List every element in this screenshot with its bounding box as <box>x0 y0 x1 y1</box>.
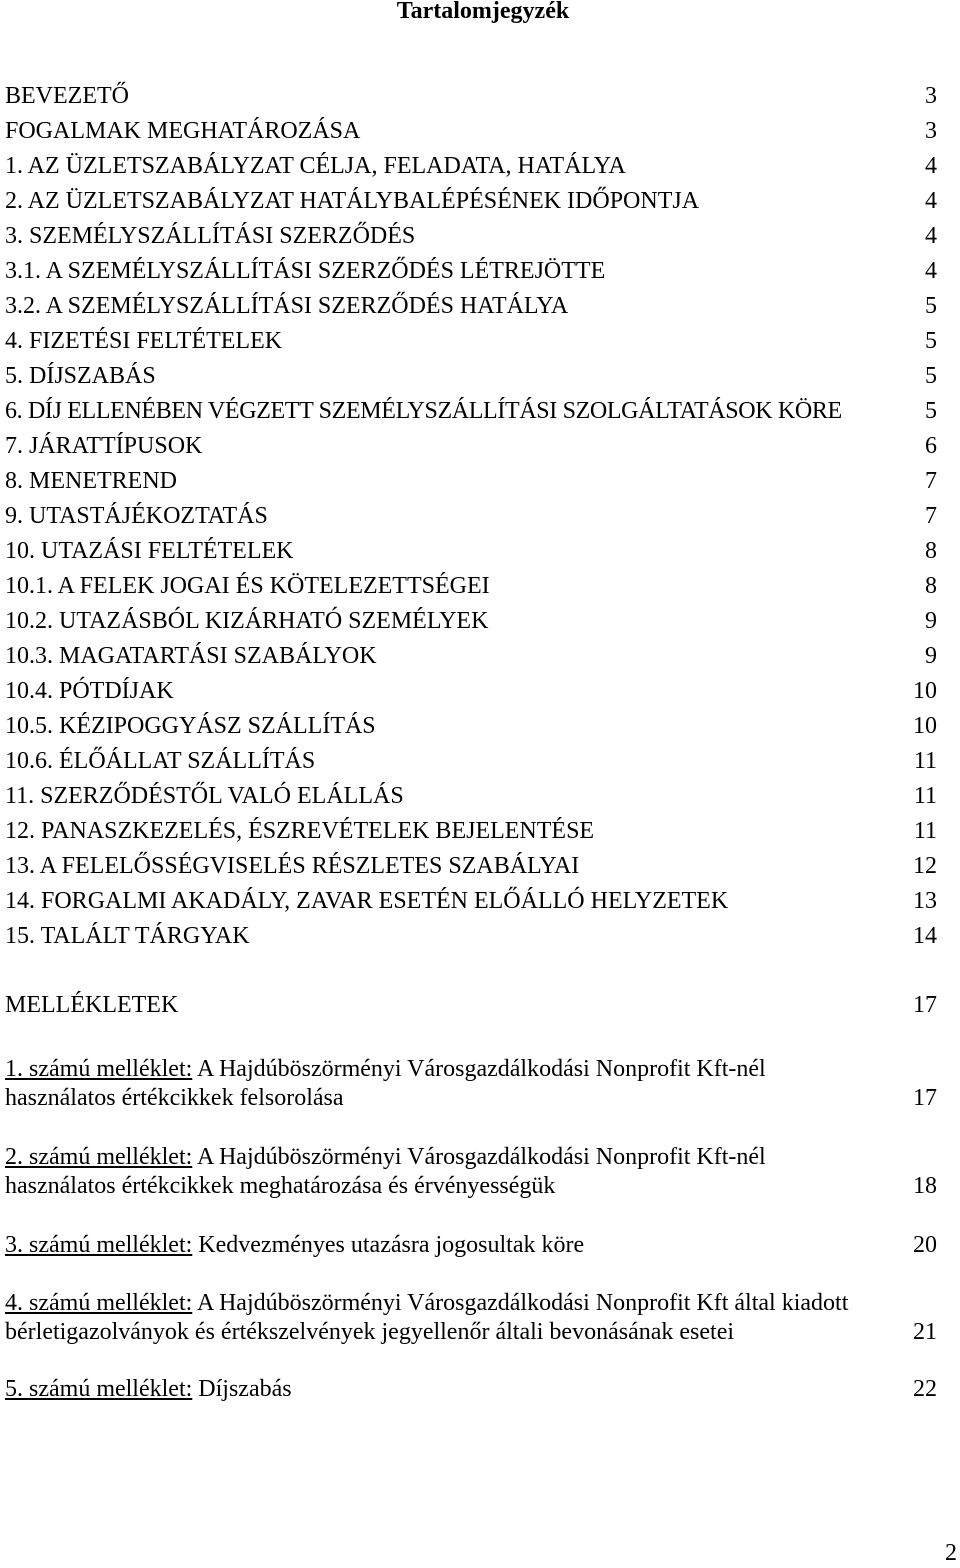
toc-entry[interactable] <box>5 256 937 286</box>
annex-title: A Hajdúböszörményi Városgazdálkodási Nonprofit Kft-nél <box>192 1056 766 1082</box>
toc-entry-page: 10 <box>913 713 937 739</box>
toc-entry-page: 4 <box>925 153 937 179</box>
annex-page: 21 <box>913 1319 937 1345</box>
toc-entry-page: 6 <box>925 433 937 459</box>
toc-entry[interactable] <box>5 886 937 916</box>
toc-entry[interactable] <box>5 116 937 146</box>
toc-entry-label: 3.2. A SZEMÉLYSZÁLLÍTÁSI SZERZŐDÉS HATÁLYA <box>5 293 569 319</box>
toc-entry-page: 8 <box>925 538 937 564</box>
toc-entry-label: 10. UTAZÁSI FELTÉTELEK <box>5 538 294 564</box>
annex-title: A Hajdúböszörményi Városgazdálkodási Nonprofit Kft-nél <box>192 1144 766 1170</box>
toc-entry[interactable] <box>5 746 937 776</box>
toc-entry-label: 13. A FELELŐSSÉGVISELÉS RÉSZLETES SZABÁLYAI <box>5 853 580 879</box>
toc-entry-page: 12 <box>913 853 937 879</box>
annex-ref: 2. számú melléklet: <box>5 1144 193 1170</box>
toc-entry-label: 8. MENETREND <box>5 468 177 494</box>
annex-title-cont: használatos értékcikkek meghatározása és érvényességük <box>5 1173 556 1199</box>
annex-ref: 5. számú melléklet: <box>5 1376 193 1402</box>
annex-ref: 1. számú melléklet: <box>5 1056 193 1082</box>
annex-ref: 4. számú melléklet: <box>5 1290 193 1316</box>
annex-title: A Hajdúböszörményi Városgazdálkodási Nonprofit Kft által kiadott <box>192 1290 849 1316</box>
toc-entry-page: 3 <box>925 118 937 144</box>
toc-entry-label: 1. AZ ÜZLETSZABÁLYZAT CÉLJA, FELADATA, HATÁLYA <box>5 153 626 179</box>
toc-entry[interactable] <box>5 431 937 461</box>
annex-entry[interactable] <box>5 1231 937 1260</box>
toc-entry-label: FOGALMAK MEGHATÁROZÁSA <box>5 118 361 144</box>
toc-entry-page: 7 <box>925 503 937 529</box>
page-title: Tartalomjegyzék <box>396 0 570 24</box>
annex-page: 18 <box>913 1173 937 1199</box>
annex-ref: 3. számú melléklet: <box>5 1232 193 1258</box>
toc-entry-label: 10.3. MAGATARTÁSI SZABÁLYOK <box>5 643 377 669</box>
toc-entry-page: 7 <box>925 468 937 494</box>
toc-entry[interactable] <box>5 641 937 671</box>
annex-title: Kedvezményes utazásra jogosultak köre <box>192 1232 585 1258</box>
toc-entry[interactable] <box>5 186 937 216</box>
toc-entry-label: 3. SZEMÉLYSZÁLLÍTÁSI SZERZŐDÉS <box>5 223 416 249</box>
annex-title-cont: bérletigazolványok és értékszelvények jegyellenőr általi bevonásának esetei <box>5 1319 735 1345</box>
toc-entry-label: 5. DÍJSZABÁS <box>5 363 156 389</box>
toc-entry-page: 11 <box>913 748 937 774</box>
annex-entry[interactable] <box>5 1055 937 1113</box>
annex-entry[interactable] <box>5 1375 937 1404</box>
toc-entry[interactable] <box>5 81 937 111</box>
annex-page: 17 <box>913 1085 937 1111</box>
toc-entry-page: 9 <box>925 608 937 634</box>
toc-entry[interactable] <box>5 851 937 881</box>
toc-entry[interactable] <box>5 396 937 426</box>
toc-entry-label: 9. UTASTÁJÉKOZTATÁS <box>5 503 268 529</box>
toc-entry[interactable] <box>5 921 937 951</box>
toc-entry-page: 5 <box>925 363 937 389</box>
toc-entry-label: 14. FORGALMI AKADÁLY, ZAVAR ESETÉN ELŐÁLLÓ HELYZETEK <box>5 888 729 914</box>
annex-entry[interactable] <box>5 1289 937 1347</box>
toc-entry-label: 10.2. UTAZÁSBÓL KIZÁRHATÓ SZEMÉLYEK <box>5 608 489 634</box>
toc-entry-label: 10.1. A FELEK JOGAI ÉS KÖTELEZETTSÉGEI <box>5 573 490 599</box>
page-number: 2 <box>945 1540 957 1566</box>
toc-entry-label: BEVEZETŐ <box>5 83 129 109</box>
toc-entry-page: 5 <box>925 293 937 319</box>
annex-title-cont: használatos értékcikkek felsorolása <box>5 1085 344 1111</box>
toc-entry[interactable] <box>5 151 937 181</box>
annex-entry[interactable] <box>5 1143 937 1201</box>
toc-entry[interactable] <box>5 291 937 321</box>
toc-entry-page: 8 <box>925 573 937 599</box>
toc-entry[interactable] <box>5 606 937 636</box>
toc-entry-label: 11. SZERZŐDÉSTŐL VALÓ ELÁLLÁS <box>5 783 404 809</box>
annex-title: Díjszabás <box>192 1376 292 1402</box>
toc-entry[interactable] <box>5 781 937 811</box>
toc-entry[interactable] <box>5 711 937 741</box>
toc-entry-page: 4 <box>925 258 937 284</box>
toc-entry-label: 2. AZ ÜZLETSZABÁLYZAT HATÁLYBALÉPÉSÉNEK IDŐPONTJA <box>5 188 700 214</box>
toc-entry[interactable] <box>5 816 937 846</box>
toc-entry-label: 15. TALÁLT TÁRGYAK <box>5 923 250 949</box>
toc-entry-page: 4 <box>925 188 937 214</box>
toc-entry[interactable] <box>5 536 937 566</box>
toc-entry-page: 14 <box>913 923 937 949</box>
toc-entry-page: 5 <box>925 328 937 354</box>
toc-entry-label: 10.6. ÉLŐÁLLAT SZÁLLÍTÁS <box>5 748 316 774</box>
toc-entry-label: 10.4. PÓTDÍJAK <box>5 678 174 704</box>
toc-entry-label: 7. JÁRATTÍPUSOK <box>5 433 203 459</box>
annex-page: 22 <box>913 1376 937 1402</box>
toc-entry-page: 3 <box>925 83 937 109</box>
toc-entry-label: 3.1. A SZEMÉLYSZÁLLÍTÁSI SZERZŐDÉS LÉTREJÖTTE <box>5 258 606 284</box>
toc-entry-page: 5 <box>925 398 937 424</box>
toc-entry-label: MELLÉKLETEK <box>5 992 179 1018</box>
toc-entry-mellekletek[interactable] <box>5 990 937 1020</box>
toc-entry[interactable] <box>5 676 937 706</box>
toc-entry[interactable] <box>5 326 937 356</box>
toc-entry-page: 13 <box>913 888 937 914</box>
toc-entry-page: 11 <box>913 818 937 844</box>
toc-entry-page: 4 <box>925 223 937 249</box>
toc-entry-page: 10 <box>913 678 937 704</box>
toc-entry[interactable] <box>5 361 937 391</box>
toc-entry-label: 4. FIZETÉSI FELTÉTELEK <box>5 328 283 354</box>
toc-entry-page: 11 <box>913 783 937 809</box>
annex-page: 20 <box>913 1232 937 1258</box>
toc-entry-page: 17 <box>913 992 937 1018</box>
toc-entry[interactable] <box>5 221 937 251</box>
toc-entry-page: 9 <box>925 643 937 669</box>
toc-entry-label: 6. DÍJ ELLENÉBEN VÉGZETT SZEMÉLYSZÁLLÍTÁSI SZOLGÁLTATÁSOK KÖRE <box>5 398 842 424</box>
toc-entry[interactable] <box>5 571 937 601</box>
toc-entry-label: 12. PANASZKEZELÉS, ÉSZREVÉTELEK BEJELENTÉSE <box>5 818 595 844</box>
toc-entry[interactable] <box>5 466 937 496</box>
toc-entry-label: 10.5. KÉZIPOGGYÁSZ SZÁLLÍTÁS <box>5 713 376 739</box>
toc-entry[interactable] <box>5 501 937 531</box>
